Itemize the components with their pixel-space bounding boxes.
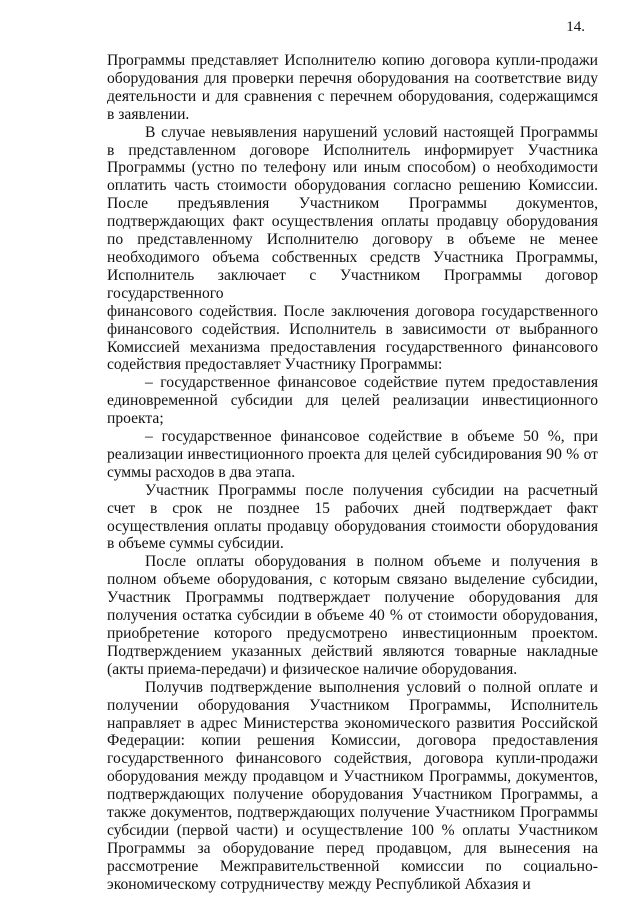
paragraph-6: Получив подтверждение выполнения условий о полной оплате и получении оборудования Участником Программы, Исполнитель направляет в адрес Министерства экономического развития Российской Федерации: копии решения Комиссии, договора предоставления государственного финансового содействия, договора купли-продажи оборудования между продавцом и Участником Программы, документов, подтверждающих получение оборудования Участником Программы, а также документов, подтверждающих получение Участником Программы субсидии (первой части) и осуществление 100 % оплаты Участником Программы за оборудование перед продавцом, для вынесения на рассмотрение Межправительственной комиссии по социально-экономическому сотрудничеству между Республикой Абхазия и xyxy=(107,678,598,893)
paragraph-4: Участник Программы после получения субсидии на расчетный счет в срок не позднее 15 рабочих дней подтверждает факт осуществления оплаты продавцу оборудования стоимости оборудования в объеме суммы субсидии. xyxy=(107,481,598,553)
page-number: 14. xyxy=(566,19,585,35)
paragraph-5: После оплаты оборудования в полном объеме и получения в полном объеме оборудования, с которым связано выделение субсидии, Участник Программы подтверждает получение оборудования для получения остатка субсидии в объеме 40 % от стоимости оборудования, приобретение которого предусмотрено инвестиционным проектом. Подтверждением указанных действий являются товарные накладные (акты приема-передачи) и физическое наличие оборудования. xyxy=(107,553,598,678)
paragraph-1: Программы представляет Исполнителю копию договора купли-продажи оборудования для проверки перечня оборудования на соответствие виду деятельности и для сравнения с перечнем оборудования, содержащимся в заявлении. xyxy=(107,52,598,123)
paragraph-2: В случае невыявления нарушений условий настоящей Программы в представленном договоре Исполнитель информирует Участника Программы (устно по телефону или иным способом) о необходимости оплатить часть стоимости оборудования согласно решению Комиссии. После предъявления Участником Программы документов, подтверждающих факт осуществления оплаты продавцу оборудования по представленному Исполнителю договору в объеме не менее необходимого объема собственных средств Участника Программы, Исполнитель заключает с Участником Программы договор государственного xyxy=(107,123,598,302)
document-body xyxy=(107,52,598,894)
paragraph-3: финансового содействия. После заключения договора государственного финансового содействия. Исполнитель в зависимости от выбранного Комиссией механизма предоставления государственного финансового содействия предоставляет Участнику Программы: xyxy=(107,302,598,374)
list-item-2: – государственное финансовое содействие в объеме 50 %, при реализации инвестиционного проекта для целей субсидирования 90 % от суммы расходов в два этапа. xyxy=(107,428,598,481)
list-item-1: – государственное финансовое содействие путем предоставления единовременной субсидии для целей реализации инвестиционного проекта; xyxy=(107,374,598,428)
